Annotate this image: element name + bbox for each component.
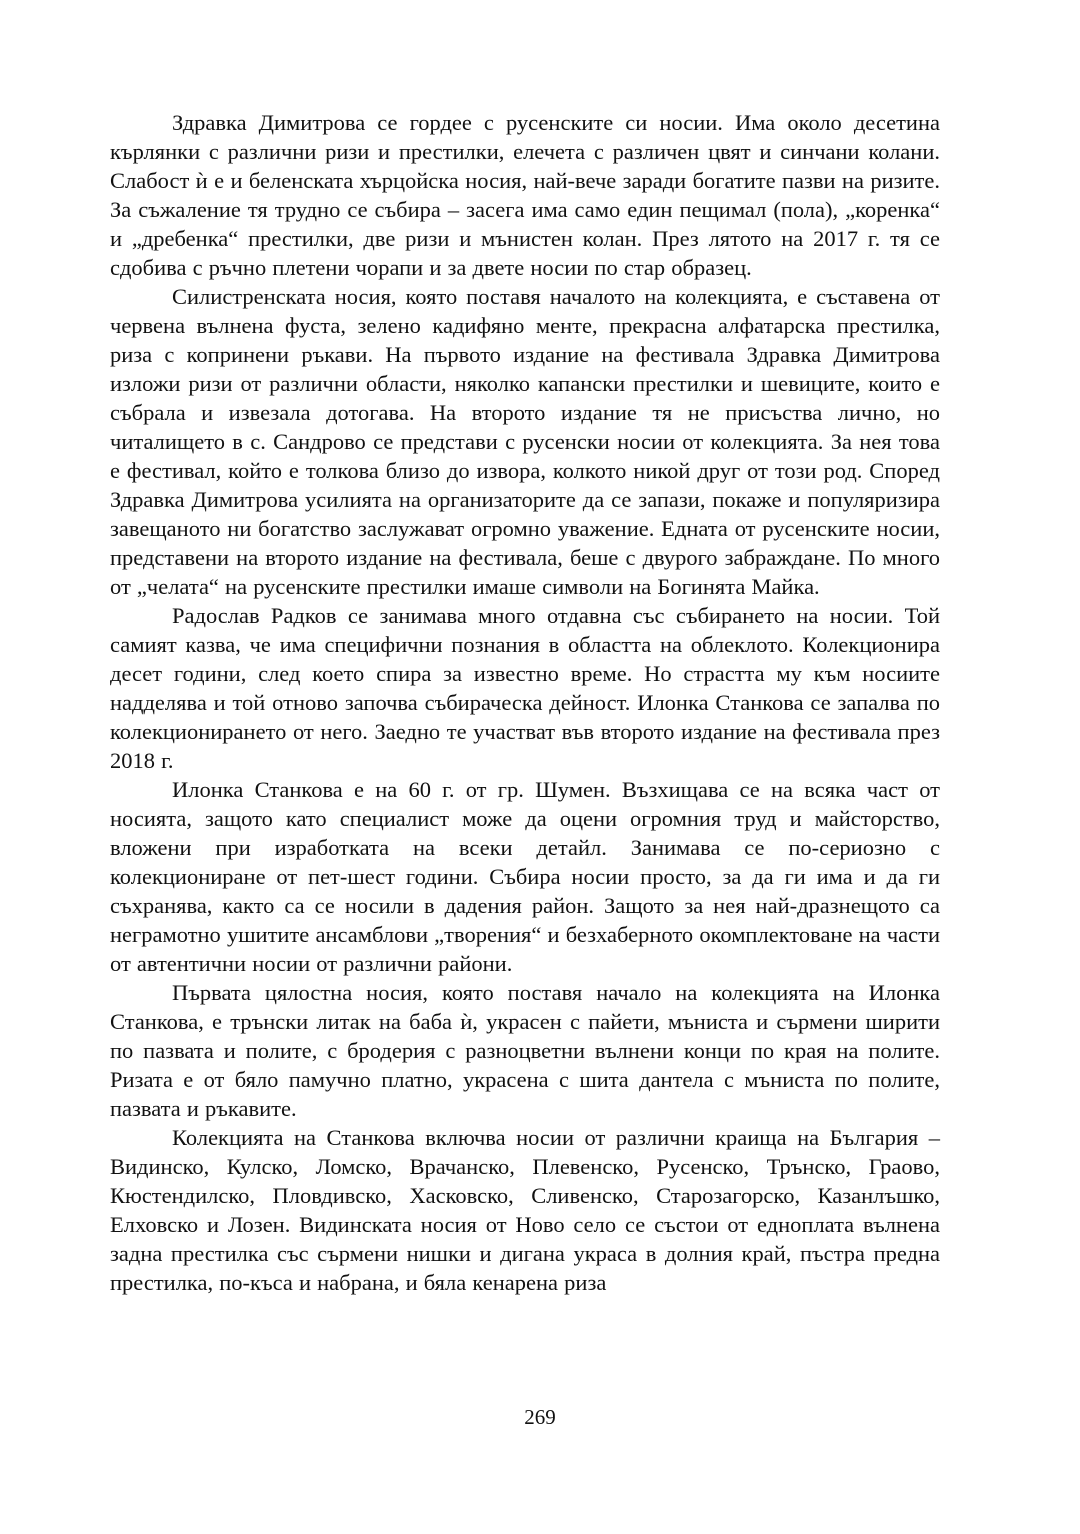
paragraph: Колекцията на Станкова включва носии от различни краища на България – Видинско, Кулско, Ломско, Врачанско, Плевенско, Русенско, Трънско, Граово, Кюстендилско, Пловдивско, Хасковско, Сливенско, Старозагорско, Казанлъшко, Елховско и Лозен. Видинската носия от Ново село се състои от едноплата вълнена задна престилка със сърмени нишки и дигана украса в долния край, пъстра предна престилка, по-къса и набрана, и бяла кенарена риза	[110, 1125, 940, 1295]
paragraph: Илонка Станкова е на 60 г. от гр. Шумен. Възхищава се на всяка част от носията, защото като специалист може да оцени огромния труд и майсторство, вложени при изработката на всеки детайл. Занимава се по-сериозно с колекциониране от пет-шест години. Събира носии просто, за да ги има и да ги съхранява, както са се носили в дадения район. Защото за нея най-дразнещото са неграмотно ушитите ансамблови „творения“ и безхаберното окомплектоване на части от автентични носии от различни райони.	[110, 777, 940, 976]
paragraph: Здравка Димитрова се гордее с русенските си носии. Има около десетина кърлянки с различни ризи и престилки, елечета с различен цвят и синчани колани. Слабост ѝ е и беленската хърцойска носия, най-вече заради богатите пазви на ризите. За съжаление тя трудно се събира – засега има само един пещимал (пола), „коренка“ и „дребенка“ престилки, две ризи и мънистен колан. През лятото на 2017 г. тя се сдобива с ръчно плетени чорапи и за двете носии по стар образец.	[110, 110, 940, 280]
paragraph: Радослав Радков се занимава много отдавна със събирането на носии. Той самият казва, че има специфични познания в областта на облеклото. Колекционира десет години, след което спира за известно време. Но страстта му към носиите надделява и той отново започва събираческа дейност. Илонка Станкова се запалва по колекционирането от него. Заедно те участват във второто издание на фестивала през 2018 г.	[110, 603, 940, 773]
page-number: 269	[524, 1405, 556, 1429]
body-text	[110, 108, 940, 1297]
paragraph: Първата цялостна носия, която поставя начало на колекцията на Илонка Станкова, е трънски литак на баба ѝ, украсен с пайети, мъниста и сърмени ширити по пазвата и полите, с бродерия с разноцветни вълнени конци по края на полите. Ризата е от бяло памучно платно, украсена с шита дантела с мъниста по полите, пазвата и ръкавите.	[110, 980, 940, 1121]
paragraph: Силистренската носия, която поставя началото на колекцията, е съставена от червена вълнена фуста, зелено кадифяно менте, прекрасна алфатарска престилка, риза с копринени ръкави. На първото издание на фестивала Здравка Димитрова изложи ризи от различни области, няколко капански престилки и шевиците, които е събрала и извезала дотогава. На второто издание тя не присъства лично, но читалището в с. Сандрово се представи с русенски носии от колекцията. За нея това е фестивал, който е толкова близо до извора, колкото никой друг от този род. Според Здравка Димитрова усилията на организаторите да се запази, покаже и популяризира завещаното ни богатство заслужават огромно уважение. Едната от русенските носии, представени на второто издание на фестивала, беше с двурого забраждане. По много от „челата“ на русенските престилки имаше символи на Богинята Майка.	[110, 284, 940, 599]
